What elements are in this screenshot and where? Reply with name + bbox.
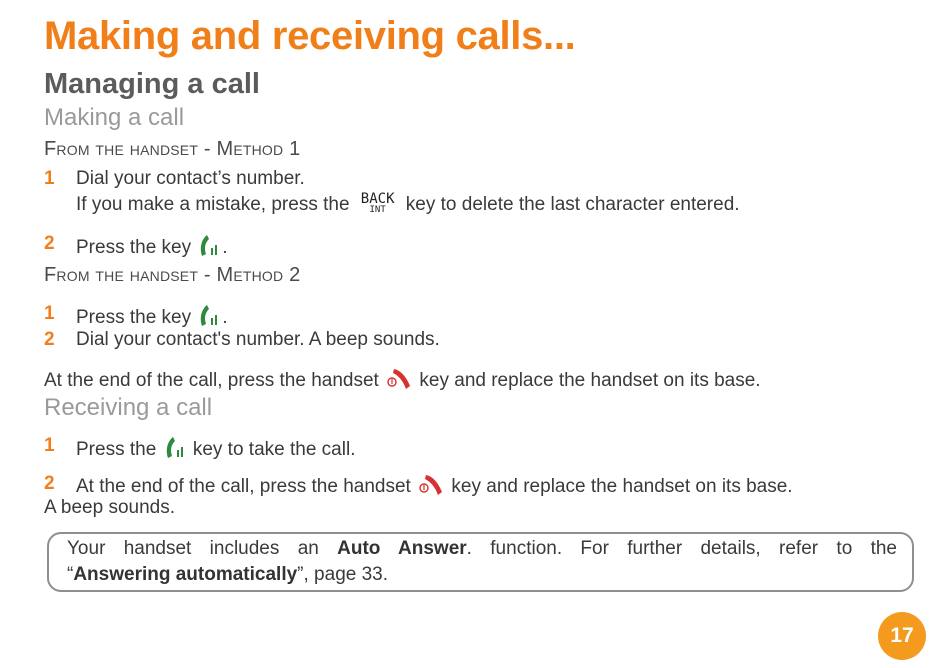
m1-step2-text: Press the key xyxy=(76,237,192,258)
m1-step1-sub xyxy=(76,192,740,216)
receiving-call-heading: Receiving a call xyxy=(44,394,213,421)
phone-hangup-icon xyxy=(384,366,414,392)
m1-step2-number: 2 xyxy=(44,233,55,254)
m2-step1-number: 1 xyxy=(44,303,55,324)
r-step2-b: key and replace the handset on its base. xyxy=(451,476,793,497)
m1-step1-number: 1 xyxy=(44,168,55,189)
m2-step1-text: Press the key xyxy=(76,307,192,328)
m1-step1-text: Dial your contact’s number. xyxy=(76,168,305,189)
note-line-1 xyxy=(67,538,897,560)
end-call-paragraph xyxy=(44,366,761,392)
r-step1 xyxy=(76,435,355,461)
phone-call-icon xyxy=(162,435,188,461)
note-l1-bold: Auto Answer xyxy=(337,538,467,559)
section-heading: Managing a call xyxy=(44,68,260,100)
m1-step2 xyxy=(76,233,228,259)
r-step1-number: 1 xyxy=(44,435,55,456)
back-key-top: BACK xyxy=(360,191,395,207)
m1-step2-end: . xyxy=(222,237,228,258)
method2-title: From the handset - Method 2 xyxy=(44,264,301,286)
phone-call-icon xyxy=(196,233,222,259)
back-key-bottom: INT xyxy=(369,205,386,215)
phone-call-icon xyxy=(196,303,222,329)
note-l1-a: Your handset includes an xyxy=(67,538,319,559)
r-step2 xyxy=(76,472,793,498)
m1-step1-sub-a: If you make a mistake, press the xyxy=(76,194,350,215)
back-key-icon xyxy=(361,192,395,215)
r-step1-a: Press the xyxy=(76,439,157,460)
m2-step2-text: Dial your contact's number. A beep sounds. xyxy=(76,329,440,350)
page-number-badge: 17 xyxy=(878,612,926,660)
note-l1-b: . function. For further details, refer to the xyxy=(466,538,897,559)
note-box xyxy=(47,532,914,592)
making-call-heading: Making a call xyxy=(44,104,185,131)
note-l2-rest: ”, page 33. xyxy=(297,564,389,585)
note-l2-bold: Answering automatically xyxy=(73,564,298,585)
m2-step1-end: . xyxy=(222,307,228,328)
r-step2-number: 2 xyxy=(44,473,55,494)
note-l2-open: “ xyxy=(67,564,74,585)
phone-hangup-icon xyxy=(416,472,446,498)
method1-title: From the handset - Method 1 xyxy=(44,138,301,160)
end-call-b: key and replace the handset on its base. xyxy=(419,370,761,391)
end-call-a: At the end of the call, press the handset xyxy=(44,370,379,391)
m1-step1-sub-b: key to delete the last character entered. xyxy=(405,194,740,215)
beep-text: A beep sounds. xyxy=(44,497,175,518)
m2-step2-number: 2 xyxy=(44,329,55,350)
page-title: Making and receiving calls... xyxy=(44,14,576,58)
r-step2-a: At the end of the call, press the handset xyxy=(76,476,411,497)
r-step1-b: key to take the call. xyxy=(192,439,356,460)
m2-step1 xyxy=(76,303,228,329)
note-line-2 xyxy=(67,564,388,586)
